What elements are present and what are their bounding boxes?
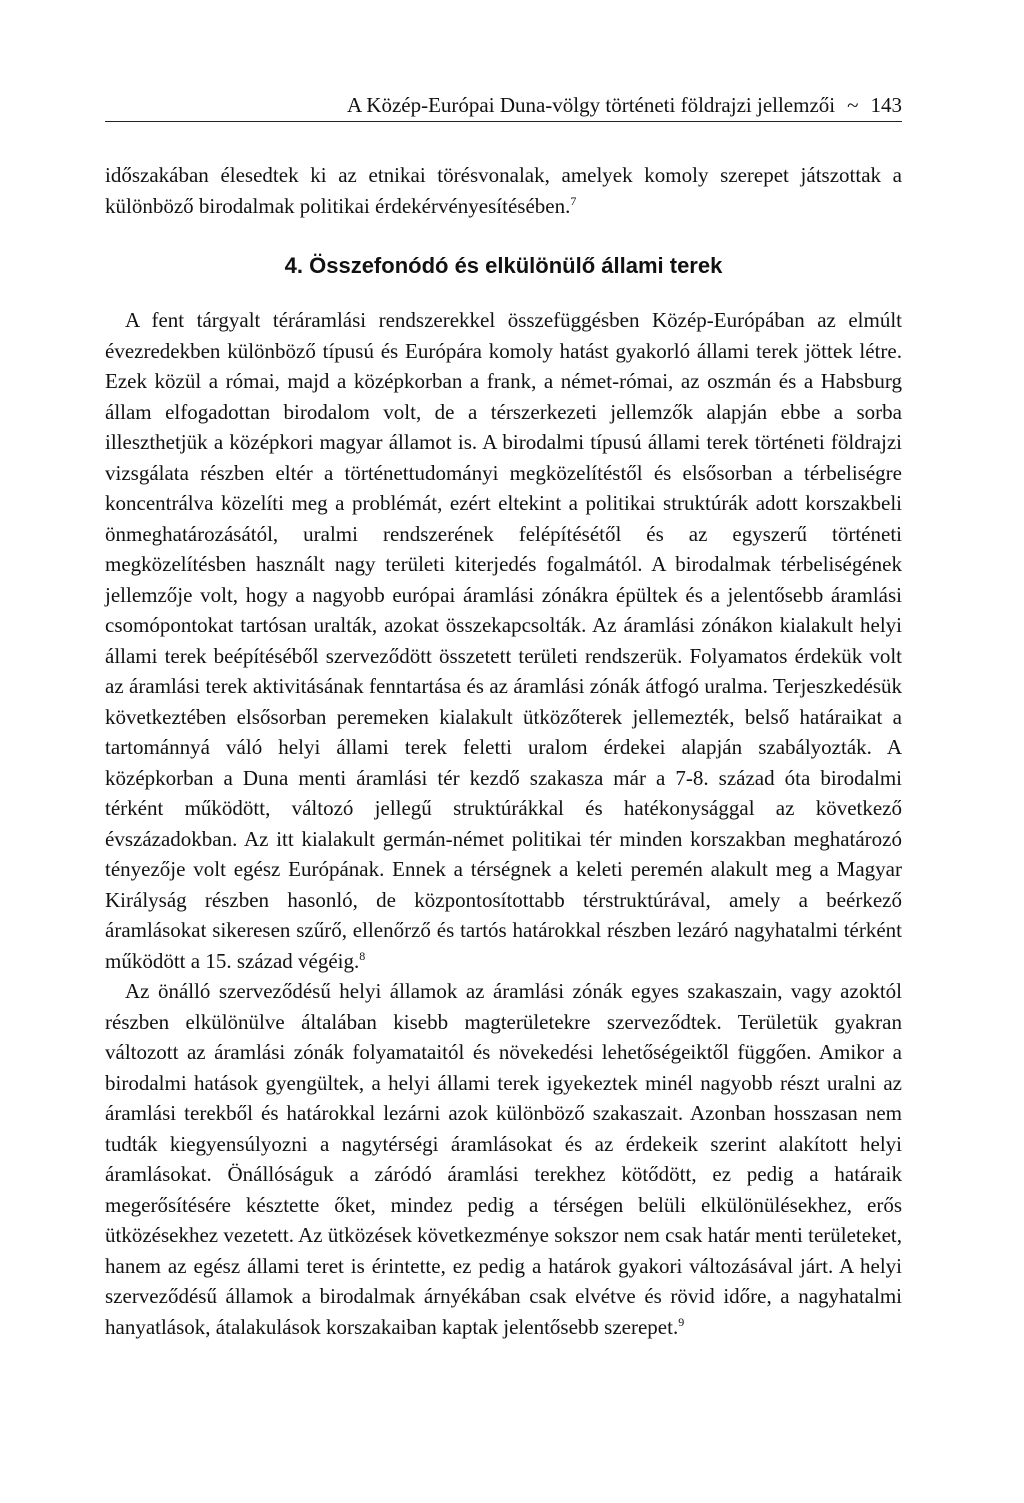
intro-paragraph <box>105 160 902 221</box>
paragraph-1 <box>105 305 902 976</box>
paragraph-2 <box>105 976 902 1342</box>
section-heading: 4. Összefonódó és elkülönülő állami terek <box>284 253 723 278</box>
footnote-ref-8: 8 <box>359 948 366 963</box>
paragraph-2-text: Az önálló szerveződésű helyi államok az áramlási zónák egyes szakaszain, vagy azoktól részben elkülönülve általában kisebb magterületekre szerveződtek. Területük gyakran változott az áramlási zónák folyamataitól és növekedési lehetőségeiktől függően. Amikor a birodalmi hatások gyengültek, a helyi állami terek igyekeztek minél nagyobb részt uralni az áramlási terekből és határokkal lezárni azok különböző szakaszait. Azonban hosszasan nem tudták kiegyensúlyozni a nagytérségi áramlásokat és az érdekeik szerint alakított helyi áramlásokat. Önállóságuk a záródó áramlási terekhez kötődött, ez pedig a határaik megerősítésére késztette őket, mindez pedig a térségen belüli elkülönülésekhez, erős ütközésekhez vezetett. Az ütközések következménye sokszor nem csak határ menti területeket, hanem az egész állami teret is érintette, ez pedig a határok gyakori változásával járt. A helyi szerveződésű államok a birodalmak árnyékában csak elvétve és rövid időre, a nagyhatalmi hanyatlások, átalakulások korszakaiban kaptak jelentősebb szerepet. <box>105 979 902 1339</box>
intro-text: időszakában élesedtek ki az etnikai törésvonalak, amelyek komoly szerepet játszottak a különböző birodalmak politikai érdekérvényesítésében. <box>105 163 902 218</box>
footnote-ref-7: 7 <box>570 193 577 208</box>
paragraph-1-text: A fent tárgyalt téráramlási rendszerekkel összefüggésben Közép-Európában az elmúlt évezredekben különböző típusú és Európára komoly hatást gyakorló állami terek jöttek létre. Ezek közül a római, majd a középkorban a frank, a német-római, az oszmán és a Habsburg állam elfogadottan birodalom volt, de a térszerkezeti jellemzők alapján ebbe a sorba illeszthetjük a középkori magyar államot is. A birodalmi típusú állami terek történeti földrajzi vizsgálata részben eltér a történettudományi megközelítéstől és elsősorban a térbeliségre koncentrálva közelíti meg a problémát, ezért eltekint a politikai struktúrák adott korszakbeli önmeghatározásától, uralmi rendszerének felépítésétől és az egyszerű történeti megközelítésben használt nagy területi kiterjedés fogalmától. A birodalmak térbeliségének jellemzője volt, hogy a nagyobb európai áramlási zónákra épültek és a jelentősebb áramlási csomópontokat tartósan uralták, azokat összekapcsolták. Az áramlási zónákon kialakult helyi állami terek beépítéséből szerveződött összetett területi rendszerük. Folyamatos érdekük volt az áramlási terek aktivitásának fenntartása és az áramlási zónák átfogó uralma. Terjeszkedésük következtében elsősorban peremeken kialakult ütközőterek jellemezték, belső határaikat a tartománnyá váló helyi állami terek feletti uralom érdekei alapján szabályozták. A középkorban a Duna menti áramlási tér kezdő szakasza már a 7-8. század óta birodalmi térként működött, változó jellegű struktúrákkal és hatékonysággal az következő évszázadokban. Az itt kialakult germán-német politikai tér minden korszakban meghatározó tényezője volt egész Európának. Ennek a térségnek a keleti peremén alakult meg a Magyar Királyság részben hasonló, de központosítottabb térstruktúrával, amely a beérkező áramlásokat sikeresen szűrő, ellenőrző és tartós határokkal részben lezáró nagyhatalmi térként működött a 15. század végéig. <box>105 308 902 973</box>
running-header <box>105 93 902 122</box>
running-title: A Közép-Európai Duna-völgy történeti földrajzi jellemzői <box>347 93 836 117</box>
header-separator: ~ <box>847 93 859 117</box>
page-body <box>105 160 902 1342</box>
page-number: 143 <box>870 93 902 117</box>
footnote-ref-9: 9 <box>678 1314 685 1329</box>
